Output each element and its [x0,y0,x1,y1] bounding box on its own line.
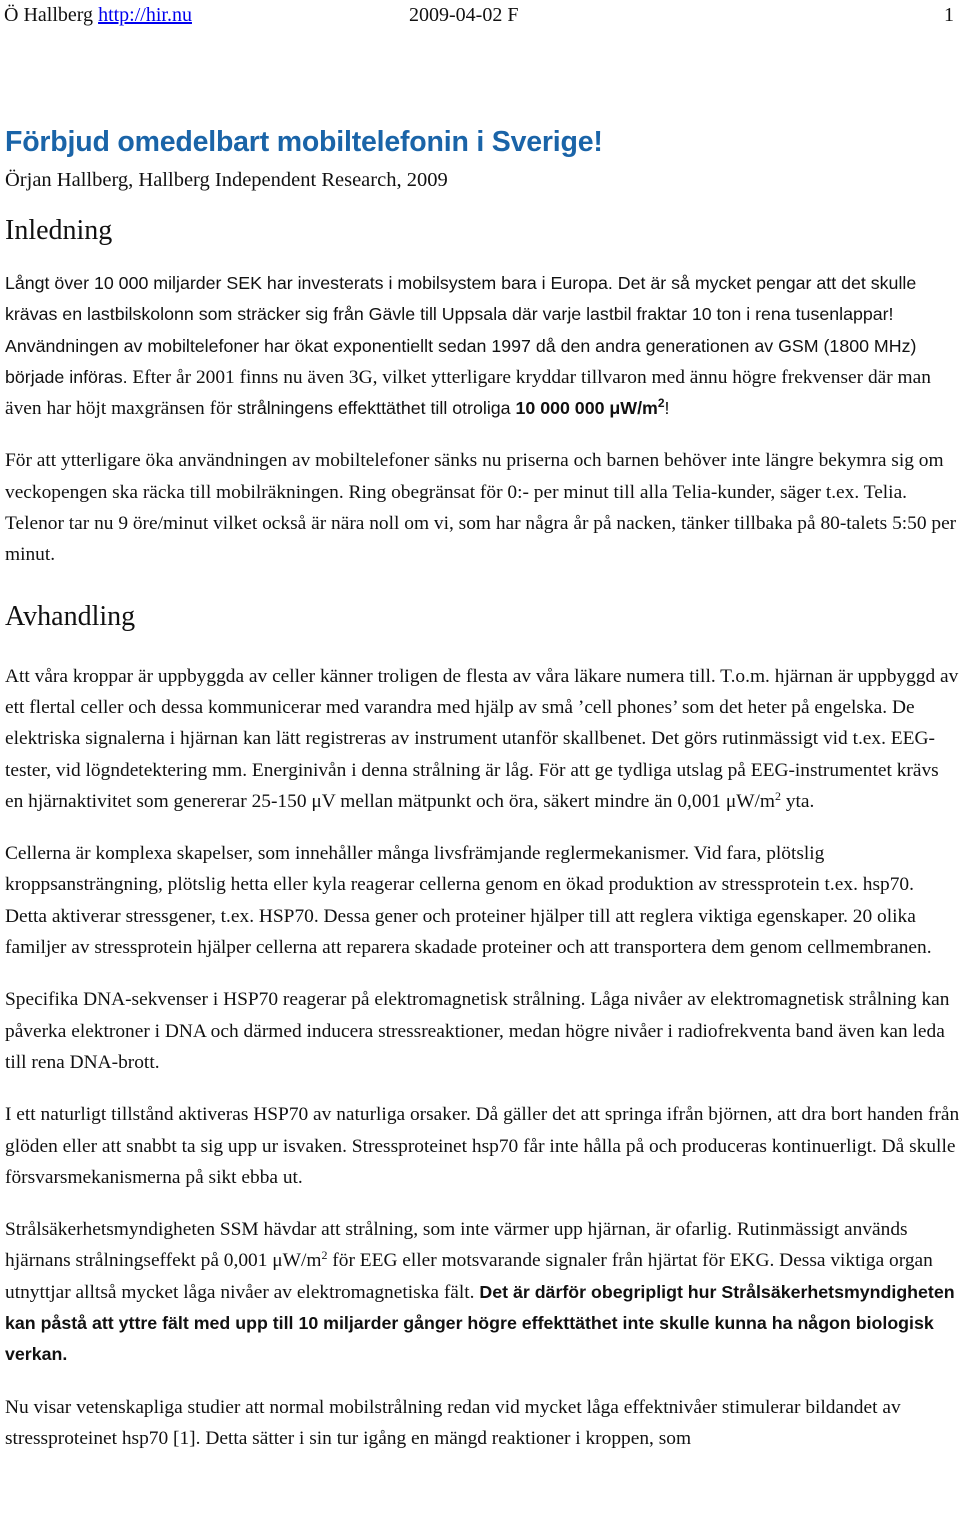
paragraph-avhandling-2: Cellerna är komplexa skapelser, som innehåller många livsfrämjande reglermekanismer. Vid fara, plötslig kroppsansträngning, plötslig hetta eller kyla reagerar cellerna genom en ökad produktion av stressprotein t.ex. hsp70. Detta aktiverar stressgener, t.ex. HSP70. Dessa gener och proteiner hjälper till att reglera viktiga egenskaper. 20 olika familjer av stressprotein hjälper cellerna att reparera skadade proteiner och att transportera dem genom cellmembranen. [5,843,932,959]
text-run: för EEG eller motsvarande signaler från hjärtat för EKG. Dessa viktiga organ utnyttjar alltså mycket låga nivåer av elektromagnetiska fält. [5,1250,933,1303]
paragraph-inledning-1 [5,268,960,424]
author-line: Örjan Hallberg, Hallberg Independent Research, 2009 [5,169,448,191]
header-author: Ö Hallberg [4,4,94,26]
document-body [5,124,960,1454]
paragraph-inledning-2 [5,445,960,570]
page-header [4,4,956,34]
text-run: Efter år 2001 finns nu även 3G, vilket ytterligare kryddar tillvaron med ännu högre frekvenser där man även har höjt maxgränsen för [5,366,931,420]
document-title: Förbjud omedelbart mobiltelefonin i Sverige! [5,126,603,158]
paragraph-avhandling-4: I ett naturligt tillstånd aktiveras HSP70 av naturliga orsaker. Då gäller det att springa ifrån björnen, att dra bort handen från glöden eller att snabbt ta sig upp ur isvaken. Stressproteinet hsp70 får inte hålla på och produceras kontinuerligt. Då skulle försvarsmekanismerna på sikt ebba ut. [5,1104,960,1188]
header-url-link[interactable]: http://hir.nu [98,4,192,26]
header-date: 2009-04-02 F [409,4,519,26]
paragraph-avhandling-3: Specifika DNA-sekvenser i HSP70 reagerar på elektromagnetisk strålning. Låga nivåer av elektromagnetisk strålning kan påverka elektroner i DNA och därmed inducera stressreaktioner, medan högre nivåer i radiofrekventa band även kan leda till rena DNA-brott. [5,989,950,1073]
text-run: Att våra kroppar är uppbyggda av celler känner troligen de flesta av våra läkare numera till. T.o.m. hjärnan är uppbyggd av ett flertal celler och dessa kommunicerar med varandra med hjälp av små ’cell phones’ som det heter på engelska. De elektriska signalerna i hjärnan kan lätt registreras av instrument utanför skallbenet. Det görs rutinmässigt vid t.ex. EEG-tester, vid lögndetektering mm. Energinivån i denna strålning är låg. För att ge tydliga utslag på EEG-instrumentet krävs en hjärnaktivitet som genererar 25-150 μV mellan mätpunkt och öra, säkert mindre än 0,001 μW/m [5,665,959,812]
bold-statement: Det är därför obegripligt hur Strålsäkerhetsmyndigheten kan påstå att yttre fält med upp till 10 miljarder gånger högre effekttäthet inte skulle kunna ha någon biologisk verkan. [5,1281,955,1365]
superscript: 2 [657,396,665,410]
text-run: Långt över 10 000 miljarder SEK har investerats i mobilsystem bara i Europa. [5,273,613,293]
text-run: Strålsäkerhetsmyndigheten SSM hävdar att strålning, som inte värmer upp hjärnan, är ofarlig. Rutinmässigt används hjärnans strålningseffekt på 0,001 μW/m [5,1219,908,1272]
superscript: 2 [321,1248,328,1263]
text-run: Det är så mycket pengar att det skulle krävas en lastbilskolonn som sträcker sig från Gävle till Uppsala där varje lastbil fraktar 10 ton i rena tusenlappar! [5,273,917,325]
bold-value: 10 000 000 μW/m [515,398,658,419]
text-run: yta. [780,790,815,812]
text-run: Telenor tar nu 9 öre/minut vilket också är nära noll om vi, som har några år på nacken, tänker tillbaka på 80-talets 5:50 per minut. [5,513,957,566]
paragraph-avhandling-5 [5,1214,960,1370]
text-run: ! [664,398,670,419]
page-number: 1 [944,4,954,26]
paragraph-avhandling-6: Nu visar vetenskapliga studier att normal mobilstrålning redan vid mycket låga effektnivåer stimulerar bildandet av stressproteinet hsp70 [1]. Detta sätter i sin tur igång en mängd reaktioner i kroppen, som [5,1396,901,1449]
heading-avhandling: Avhandling [5,600,136,632]
text-run: Användningen av mobiltelefoner har ökat exponentiellt sedan 1997 då den andra generationen av GSM (1800 MHz) började införas. [5,335,917,387]
text-run: strålningens effekttäthet till otroliga [237,398,516,419]
text-run: Ring obegränsat för 0:- per minut till alla Telia-kunder, säger t.ex. Telia. [343,481,908,503]
text-run: För att ytterligare öka användningen av mobiltelefoner sänks nu priserna och barnen behöver inte längre bekymra sig om veckopengen ska räcka till mobilräkningen. [5,450,944,503]
heading-inledning: Inledning [5,215,113,246]
paragraph-avhandling-1 [5,661,960,817]
superscript: 2 [774,788,781,803]
header-author-url [4,4,192,27]
